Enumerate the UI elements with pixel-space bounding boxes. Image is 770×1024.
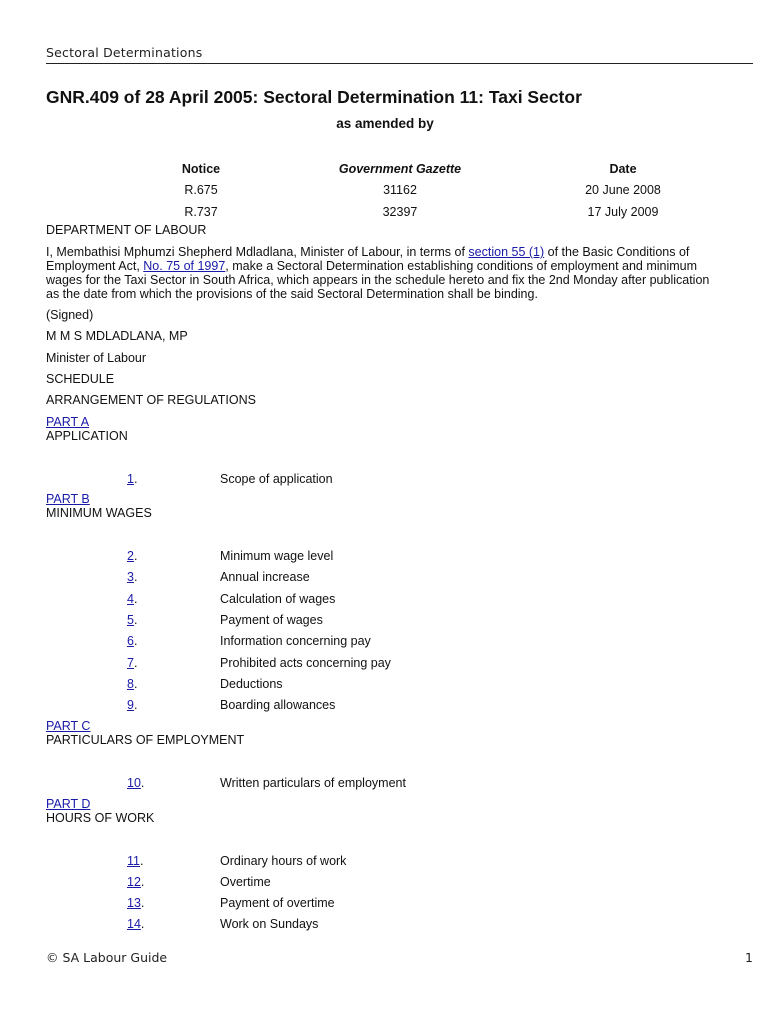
toc-item-label: Information concerning pay	[220, 634, 371, 648]
header-notice: Notice	[181, 161, 221, 176]
header-date: Date	[609, 161, 637, 176]
toc-item-number: 6.	[127, 634, 138, 648]
header-gazette: Government Gazette	[338, 161, 462, 176]
section-55-link[interactable]: section 55 (1)	[468, 245, 545, 259]
toc-item-label: Overtime	[220, 875, 271, 889]
toc-item-label: Annual increase	[220, 570, 310, 584]
toc-item-label: Ordinary hours of work	[220, 854, 347, 868]
regulation-link[interactable]: 10	[127, 776, 141, 790]
signatory-title: Minister of Labour	[46, 351, 147, 365]
amendment-notice: R.737	[184, 204, 218, 219]
intro-paragraph	[46, 245, 726, 301]
part-b-link-wrap	[46, 492, 726, 506]
regulation-link[interactable]: 3	[127, 570, 134, 584]
regulation-link[interactable]: 6	[127, 634, 134, 648]
toc-item-number: 8.	[127, 677, 138, 691]
amendment-notice: R.675	[184, 183, 218, 198]
intro-text: of the Basic Conditions of Employment Act,	[46, 245, 690, 273]
toc-item-number: 5.	[127, 613, 138, 627]
toc-item-number: 7.	[127, 656, 138, 670]
amendment-gazette: 32397	[382, 204, 418, 219]
toc-item-number: 13.	[127, 896, 145, 910]
part-c-link-wrap	[46, 719, 726, 733]
toc-item-label: Payment of overtime	[220, 896, 335, 910]
toc-item-label: Minimum wage level	[220, 549, 334, 563]
regulation-link[interactable]: 1	[127, 472, 134, 486]
part-link[interactable]: PART C	[46, 719, 91, 733]
toc-item-number: 10.	[127, 776, 145, 790]
page-number: 1	[745, 950, 753, 965]
part-a-link-wrap	[46, 415, 726, 429]
document-title: GNR.409 of 28 April 2005: Sectoral Determination 11: Taxi Sector	[46, 87, 582, 107]
toc-item-label: Work on Sundays	[220, 917, 319, 931]
toc-item-number: 14.	[127, 917, 145, 931]
toc-item-number: 3.	[127, 570, 138, 584]
document-subtitle: as amended by	[336, 116, 434, 131]
toc-item-label: Payment of wages	[220, 613, 323, 627]
toc-item-label: Calculation of wages	[220, 592, 336, 606]
toc-item-number: 11.	[127, 854, 144, 868]
regulation-link[interactable]: 14	[127, 917, 141, 931]
regulation-link[interactable]: 2	[127, 549, 134, 563]
toc-item-label: Scope of application	[220, 472, 333, 486]
toc-item-number: 2.	[127, 549, 138, 563]
toc-item-label: Written particulars of employment	[220, 776, 406, 790]
regulation-link[interactable]: 9	[127, 698, 134, 712]
regulation-link[interactable]: 12	[127, 875, 141, 889]
toc-item-number: 4.	[127, 592, 138, 606]
signed-note: (Signed)	[46, 308, 94, 322]
intro-text: , make a Sectoral Determination establishing conditions of employment and minimum wages for the Taxi Sector in South Africa, which appears in the schedule hereto and fix the 2nd Monday after publication as the date from which the provisions of the said Sectoral Determination shall be binding.	[46, 259, 710, 301]
toc-item-number: 9.	[127, 698, 138, 712]
amendments-table	[46, 158, 753, 223]
schedule-heading: SCHEDULE	[46, 372, 115, 386]
part-link[interactable]: PART B	[46, 492, 90, 506]
regulation-link[interactable]: 5	[127, 613, 134, 627]
act-no-75-link[interactable]: No. 75 of 1997	[143, 259, 226, 273]
amendment-row	[46, 180, 753, 202]
toc-item-number: 12.	[127, 875, 145, 889]
regulation-link[interactable]: 4	[127, 592, 134, 606]
amendment-date: 17 July 2009	[587, 204, 659, 219]
part-title: MINIMUM WAGES	[46, 506, 152, 520]
amendment-gazette: 31162	[383, 183, 417, 198]
running-title: Sectoral Determinations	[46, 45, 203, 60]
regulation-link[interactable]: 7	[127, 656, 134, 670]
amendments-header-row	[46, 158, 753, 180]
page-footer	[46, 950, 753, 965]
toc-item-label: Prohibited acts concerning pay	[220, 656, 391, 670]
running-header	[46, 44, 753, 64]
toc-item-number: 1.	[127, 472, 138, 486]
amendment-date: 20 June 2008	[585, 183, 661, 198]
part-d-link-wrap	[46, 797, 726, 811]
toc-item-label: Deductions	[220, 677, 283, 691]
part-title: APPLICATION	[46, 429, 128, 443]
part-title: PARTICULARS OF EMPLOYMENT	[46, 733, 245, 747]
intro-text: I, Membathisi Mphumzi Shepherd Mdladlana, Minister of Labour, in terms of	[46, 245, 469, 259]
regulation-link[interactable]: 13	[127, 896, 141, 910]
signatory-name: M M S MDLADLANA, MP	[46, 329, 188, 343]
arrangement-heading: ARRANGEMENT OF REGULATIONS	[46, 393, 256, 407]
toc-item-label: Boarding allowances	[220, 698, 336, 712]
regulation-link[interactable]: 11	[127, 854, 140, 868]
part-title: HOURS OF WORK	[46, 811, 155, 825]
department-heading: DEPARTMENT OF LABOUR	[46, 223, 207, 237]
regulation-link[interactable]: 8	[127, 677, 134, 691]
amendment-row	[46, 201, 753, 223]
copyright-text: © SA Labour Guide	[46, 950, 168, 965]
part-link[interactable]: PART A	[46, 415, 90, 429]
part-link[interactable]: PART D	[46, 797, 91, 811]
